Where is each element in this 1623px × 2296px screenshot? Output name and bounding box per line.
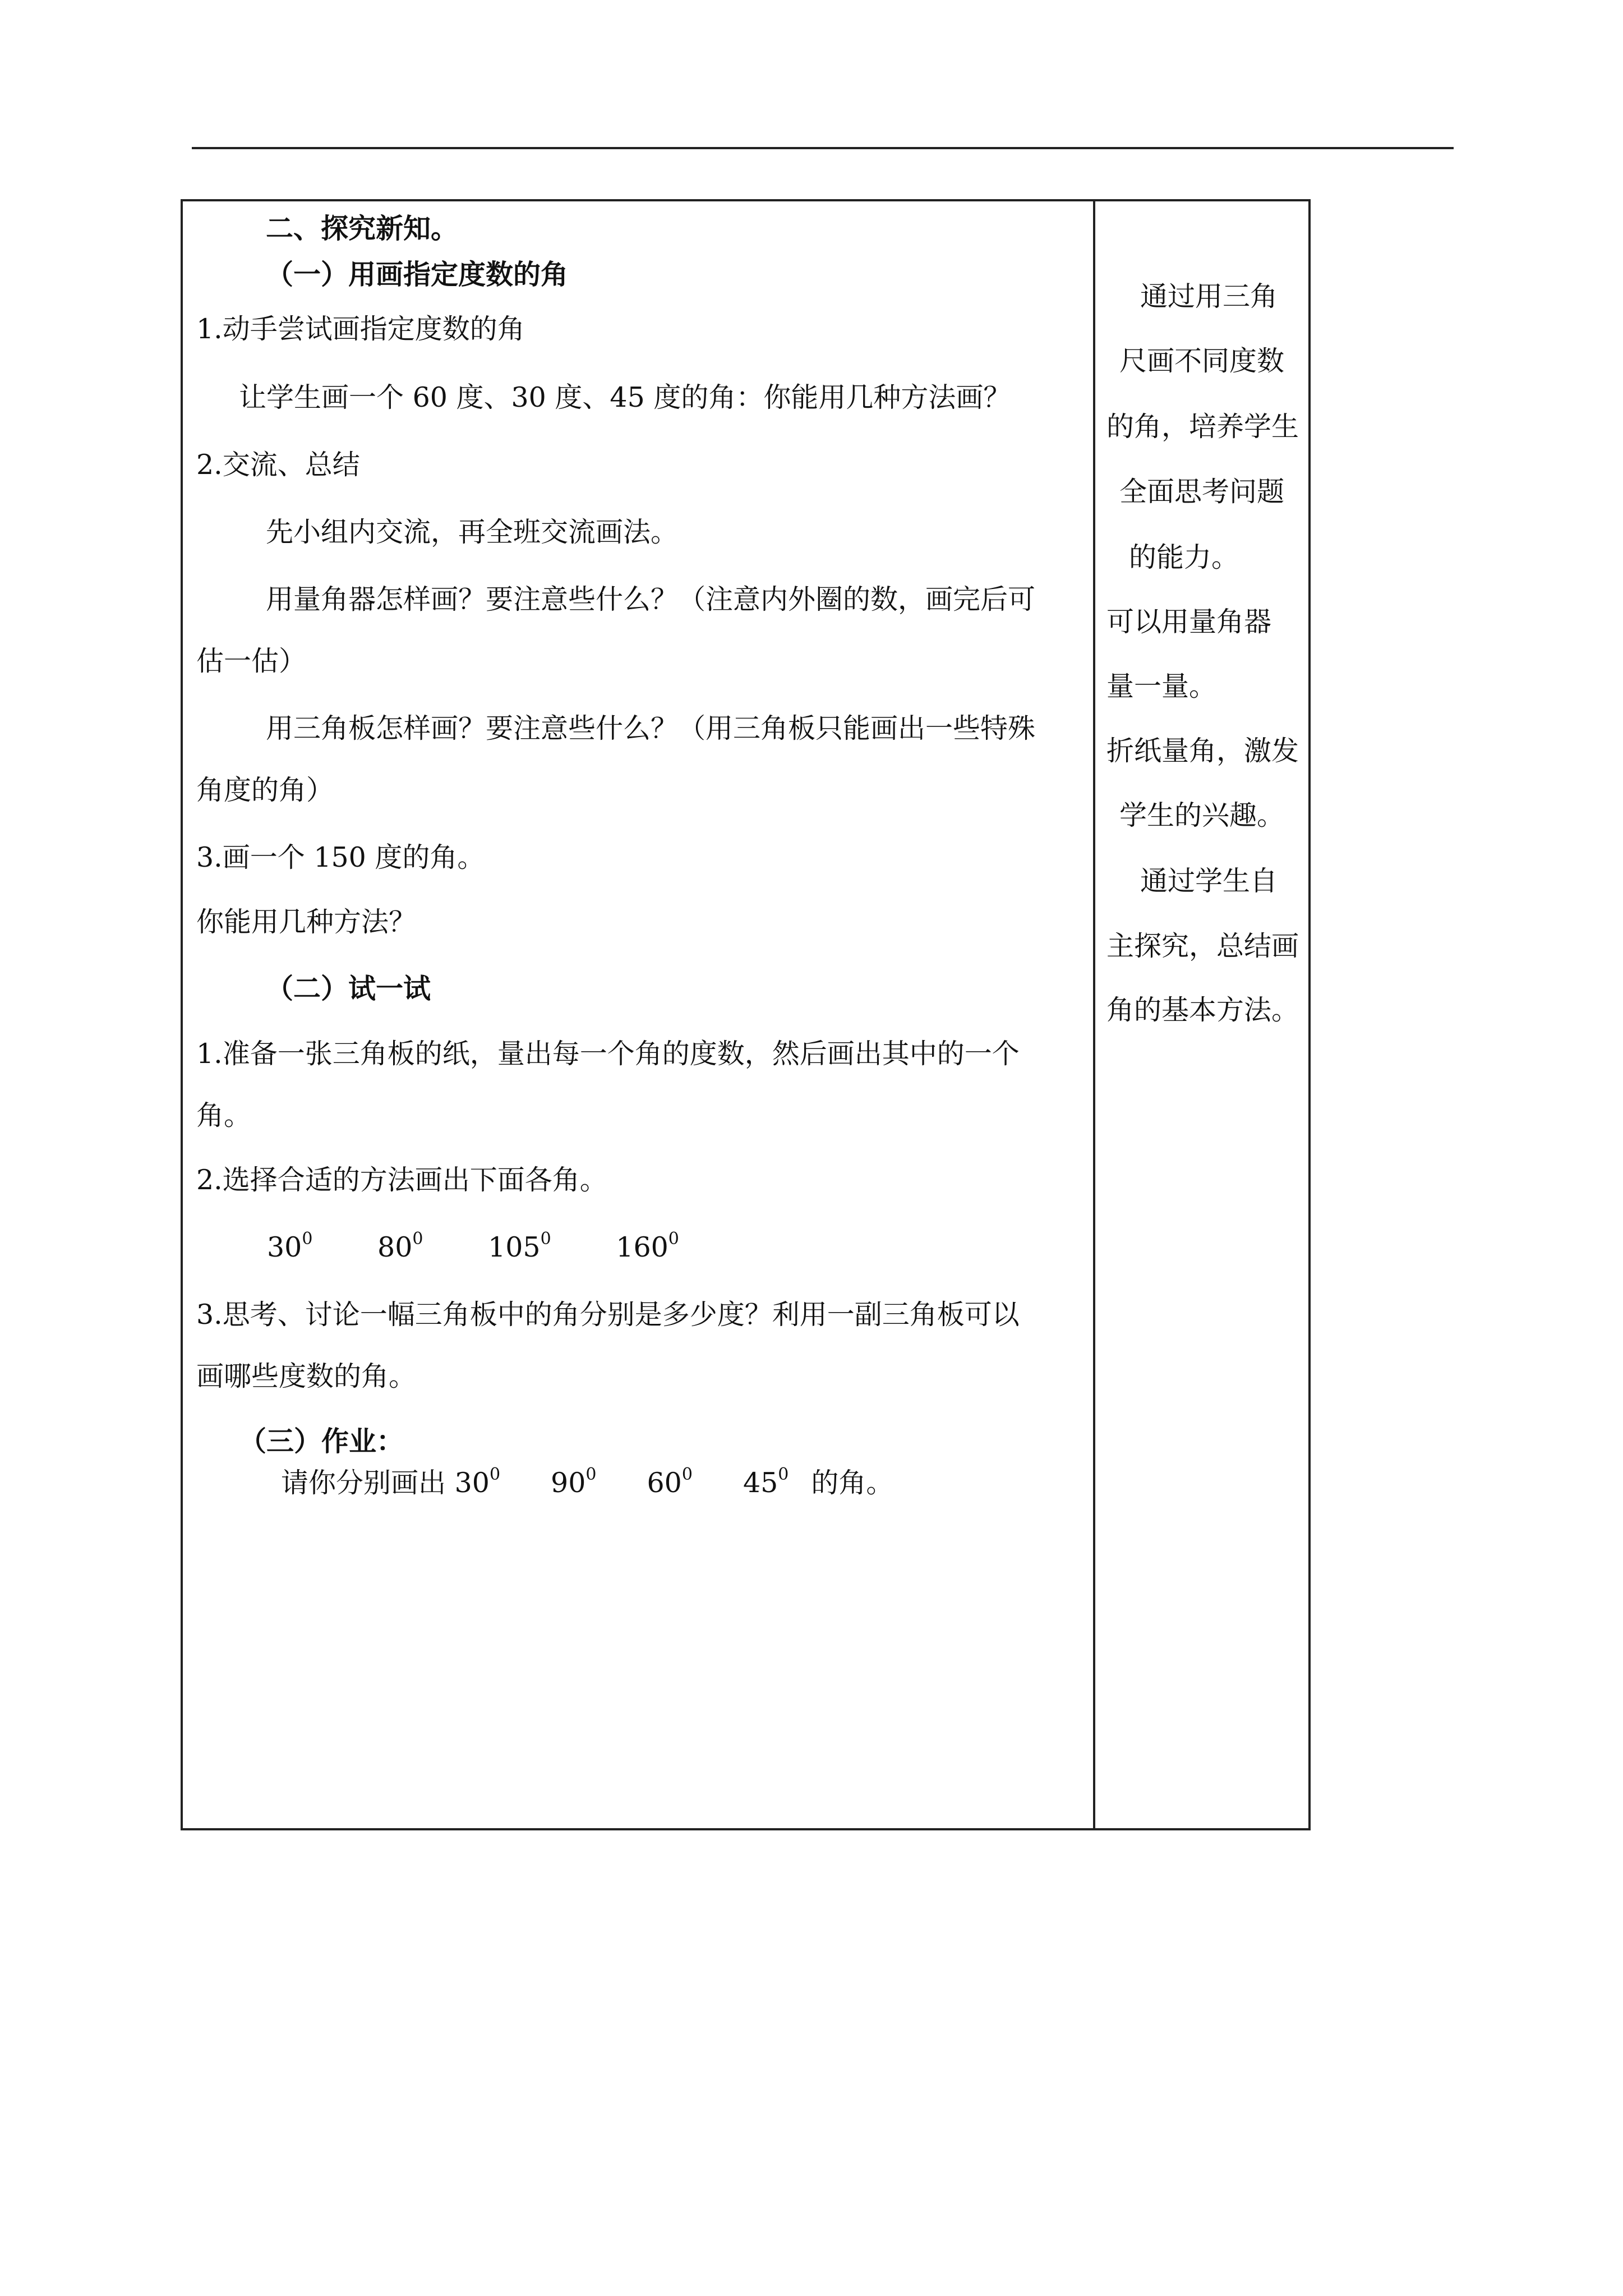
part1-item2-text1: 先小组内交流，再全班交流画法。 [266,516,679,548]
part2-angle-list [267,1231,679,1264]
part1-item1: 1.动手尝试画指定度数的角 [196,313,525,345]
lesson-table [181,199,1311,1830]
part1-item2-text3a: 用三角板怎样画？要注意些什么？（用三角板只能画出一些特殊 [266,712,1036,744]
hw-angle-30: $30^0$ [454,1465,501,1499]
note-line-6: 可以用量角器 [1106,606,1272,638]
angle-105: $105^0$ [488,1229,551,1263]
angle-80: $80^0$ [377,1229,423,1263]
part2-item1a: 1.准备一张三角板的纸，量出每一个角的度数，然后画出其中的一个 [196,1038,1020,1070]
note-line-11: 主探究，总结画 [1106,930,1299,962]
part1-heading: （一）用画指定度数的角 [266,258,569,291]
part1-item2-text3b: 角度的角） [196,774,334,806]
note-line-9: 学生的兴趣。 [1119,799,1284,831]
hw-angle-60: $60^0$ [647,1465,693,1499]
part1-item1-text: 让学生画一个 60 度、30 度、45 度的角：你能用几种方法画？ [239,381,1011,413]
part2-item3a: 3.思考、讨论一幅三角板中的角分别是多少度？利用一副三角板可以 [196,1299,1020,1331]
notes-column [1095,201,1308,1828]
note-line-7: 量一量。 [1106,670,1217,702]
part1-item3-text: 你能用几种方法？ [196,906,417,938]
part1-item2: 2.交流、总结 [196,449,360,481]
angle-160: $160^0$ [616,1229,679,1263]
part1-item2-text2a: 用量角器怎样画？要注意些什么？（注意内外圈的数，画完后可 [266,583,1036,615]
note-line-10: 通过学生自 [1140,865,1278,897]
note-line-5: 的能力。 [1129,541,1239,573]
part1-item3: 3.画一个 150 度的角。 [196,841,485,873]
note-line-2: 尺画不同度数 [1119,345,1284,377]
homework-suffix: 的角。 [811,1467,894,1499]
part3-heading: （三）作业： [239,1425,404,1457]
angle-30: $30^0$ [267,1229,313,1263]
header-rule [192,147,1454,149]
part1-item2-text2b: 估一估） [196,645,307,677]
section-title: 二、探究新知。 [266,212,459,245]
note-line-1: 通过用三角 [1140,280,1278,312]
homework-prefix: 请你分别画出 [281,1467,455,1499]
part2-item2: 2.选择合适的方法画出下面各角。 [196,1164,607,1196]
part2-heading: （二）试一试 [266,972,431,1005]
hw-angle-90: $90^0$ [551,1465,597,1499]
part2-item3b: 画哪些度数的角。 [196,1360,417,1392]
note-line-3: 的角，培养学生 [1106,411,1299,443]
note-line-4: 全面思考问题 [1119,476,1284,508]
note-line-12: 角的基本方法。 [1106,994,1299,1026]
content-column [183,201,1093,1828]
part3-homework [281,1466,893,1500]
note-line-8: 折纸量角，激发 [1106,735,1299,767]
part2-item1b: 角。 [196,1099,252,1131]
hw-angle-45: $45^0$ [743,1465,789,1499]
